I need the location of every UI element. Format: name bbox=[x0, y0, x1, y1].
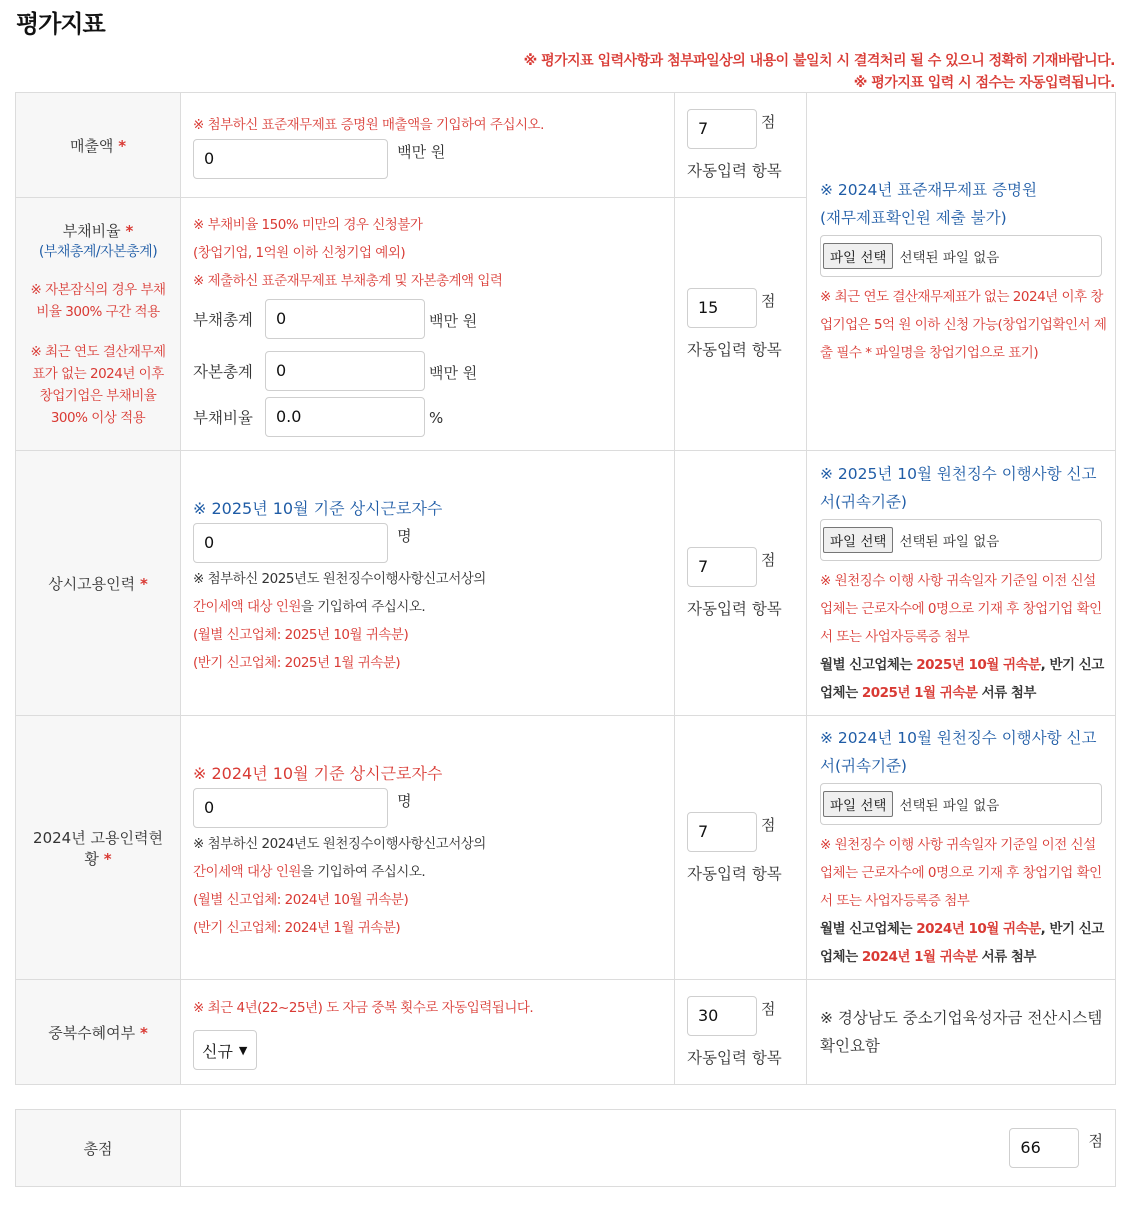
row-employment-2025 bbox=[16, 451, 1116, 716]
debt-note-3: ※ 제출하신 표준재무제표 부채총계 및 자본총계액 입력 bbox=[193, 273, 503, 289]
debt-side-note-1: ※ 자본잠식의 경우 부채비율 300% 구간 적용 bbox=[30, 281, 166, 320]
liabilities-unit: 백만 원 bbox=[429, 311, 478, 330]
file-status: 선택된 파일 없음 bbox=[899, 798, 1000, 814]
finance-file-cell bbox=[807, 93, 1116, 451]
emp2024-note-d: (반기 신고업체: 2024년 1월 귀속분) bbox=[193, 919, 401, 936]
page-title: 평가지표 bbox=[16, 10, 105, 38]
debt-content bbox=[181, 198, 675, 451]
dup-select-value: 신규 bbox=[202, 1041, 233, 1061]
emp2024-label: 2024년 고용인력현황 bbox=[33, 828, 163, 868]
emp2025-content bbox=[181, 451, 675, 716]
debt-sub-label: (부채총계/자본총계) bbox=[38, 243, 158, 260]
finance-file-subtitle: (재무제표확인원 제출 불가) bbox=[820, 209, 1007, 227]
emp2024-score-cell bbox=[675, 716, 807, 980]
total-score-input[interactable]: 66 bbox=[1009, 1128, 1079, 1168]
point-unit: 점 bbox=[761, 113, 776, 131]
file-select-button[interactable]: 파일 선택 bbox=[823, 243, 893, 269]
ratio-row bbox=[193, 397, 674, 437]
emp2025-score-input[interactable]: 7 bbox=[687, 547, 757, 587]
attach-text: 서류 첨부 bbox=[977, 684, 1036, 701]
sales-label: 매출액 bbox=[69, 136, 114, 155]
row-total bbox=[16, 1110, 1116, 1187]
emp2024-note-b-rest: 을 기입하여 주십시오. bbox=[300, 863, 426, 880]
file-status: 선택된 파일 없음 bbox=[899, 250, 1000, 266]
emp2025-file-cell bbox=[807, 451, 1116, 716]
debt-label: 부채비율 bbox=[62, 221, 121, 240]
debt-note-2: (창업기업, 1억원 이하 신청기업 예외) bbox=[193, 245, 406, 261]
ratio-label: 부채비율 bbox=[193, 409, 253, 427]
emp2024-file-note: ※ 원천징수 이행 사항 귀속일자 기준일 이전 신설업체는 근로자수에 0명으로 기재 후 창업기업 확인서 또는 사업자등록증 첨부 bbox=[820, 837, 1102, 909]
liabilities-row bbox=[193, 299, 674, 339]
file-select-button[interactable]: 파일 선택 bbox=[823, 527, 893, 553]
dup-right-cell bbox=[807, 980, 1116, 1085]
debt-side-note-2: ※ 최근 연도 결산재무제표가 없는 2024년 이후 창업기업은 부채비율 300% 이상 적용 bbox=[30, 343, 166, 426]
total-label: 총점 bbox=[16, 1110, 181, 1187]
dup-select[interactable] bbox=[193, 1030, 257, 1070]
file-select-button[interactable]: 파일 선택 bbox=[823, 791, 893, 817]
emp2025-file-input[interactable] bbox=[820, 519, 1102, 561]
attach-halfyear: 2024년 1월 귀속분 bbox=[861, 949, 978, 965]
total-value-cell bbox=[181, 1110, 1116, 1187]
sales-note: ※ 첨부하신 표준재무제표 증명원 매출액을 기입하여 주십시오. bbox=[193, 117, 544, 133]
emp2025-file-title: ※ 2025년 10월 원천징수 이행사항 신고서(귀속기준) bbox=[820, 464, 1097, 511]
dup-label-cell bbox=[16, 980, 181, 1085]
emp2024-file-attach bbox=[820, 915, 1107, 971]
emp2025-heading: ※ 2025년 10월 기준 상시근로자수 bbox=[193, 499, 443, 518]
emp2024-label-cell bbox=[16, 716, 181, 980]
point-unit: 점 bbox=[761, 551, 776, 569]
row-employment-2024 bbox=[16, 716, 1116, 980]
capital-input[interactable]: 0 bbox=[265, 351, 425, 391]
emp2025-score-cell bbox=[675, 451, 807, 716]
ratio-unit: % bbox=[429, 409, 444, 427]
emp2025-note-b-rest: 을 기입하여 주십시오. bbox=[300, 599, 426, 615]
required-mark: * bbox=[103, 849, 112, 868]
sales-score-cell bbox=[675, 93, 807, 198]
capital-unit: 백만 원 bbox=[429, 363, 478, 382]
attach-text: 월별 신고업체는 bbox=[820, 656, 917, 673]
emp2025-file-attach bbox=[820, 651, 1107, 707]
capital-label: 자본총계 bbox=[193, 363, 253, 381]
ratio-input[interactable]: 0.0 bbox=[265, 397, 425, 437]
dup-label: 중복수혜여부 bbox=[48, 1023, 136, 1042]
dup-score-cell bbox=[675, 980, 807, 1085]
sales-score-input[interactable]: 7 bbox=[687, 109, 757, 149]
debt-score-cell bbox=[675, 198, 807, 451]
emp2025-note-b bbox=[193, 593, 674, 621]
point-unit: 점 bbox=[761, 292, 776, 310]
notice-auto-score: ※ 평가지표 입력 시 점수는 자동입력됩니다. bbox=[853, 75, 1115, 91]
emp2024-content bbox=[181, 716, 675, 980]
required-mark: * bbox=[118, 136, 127, 155]
notice-mismatch: ※ 평가지표 입력사항과 첨부파일상의 내용이 불일치 시 결격처리 될 수 있으니 정확히 기재바랍니다. bbox=[523, 53, 1115, 69]
attach-text: , 반기 신고업체는 bbox=[820, 656, 1104, 701]
emp2024-note-c: (월별 신고업체: 2024년 10월 귀속분) bbox=[193, 891, 409, 908]
required-mark: * bbox=[139, 574, 148, 593]
emp2025-note-a: ※ 첨부하신 2025년도 원천징수이행사항신고서상의 bbox=[193, 571, 486, 587]
emp2024-input[interactable]: 0 bbox=[193, 788, 388, 828]
emp2025-note-c: (월별 신고업체: 2025년 10월 귀속분) bbox=[193, 627, 409, 643]
debt-label-cell bbox=[16, 198, 181, 451]
dup-note: ※ 최근 4년(22~25년) 도 자금 중복 횟수로 자동입력됩니다. bbox=[193, 1000, 534, 1016]
attach-text: 월별 신고업체는 bbox=[820, 921, 917, 937]
emp2025-label: 상시고용인력 bbox=[48, 574, 136, 593]
point-unit: 점 bbox=[761, 1000, 776, 1018]
point-unit: 점 bbox=[1088, 1132, 1103, 1150]
point-unit: 점 bbox=[761, 815, 776, 834]
required-mark: * bbox=[125, 221, 134, 240]
auto-input-label: 자동입력 항목 bbox=[687, 600, 782, 618]
attach-monthly: 2024년 10월 귀속분 bbox=[916, 921, 1041, 937]
sales-content bbox=[181, 93, 675, 198]
emp2025-label-cell bbox=[16, 451, 181, 716]
emp2024-file-cell bbox=[807, 716, 1116, 980]
debt-score-input[interactable]: 15 bbox=[687, 288, 757, 328]
emp2024-note-a: ※ 첨부하신 2024년도 원천징수이행사항신고서상의 bbox=[193, 835, 486, 852]
emp2024-file-input[interactable] bbox=[820, 783, 1102, 825]
file-status: 선택된 파일 없음 bbox=[899, 533, 1000, 550]
row-duplicate bbox=[16, 980, 1116, 1085]
attach-halfyear: 2025년 1월 귀속분 bbox=[861, 684, 978, 701]
finance-file-title: ※ 2024년 표준재무제표 증명원 bbox=[820, 181, 1037, 199]
attach-text: 서류 첨부 bbox=[977, 949, 1036, 965]
emp2024-heading: ※ 2024년 10월 기준 상시근로자수 bbox=[193, 763, 443, 783]
auto-input-label: 자동입력 항목 bbox=[687, 864, 782, 883]
dup-right-note: ※ 경상남도 중소기업육성자금 전산시스템 확인요함 bbox=[820, 1009, 1103, 1055]
auto-input-label: 자동입력 항목 bbox=[687, 162, 782, 180]
emp2025-file-note: ※ 원천징수 이행 사항 귀속일자 기준일 이전 신설업체는 근로자수에 0명으로 기재 후 창업기업 확인서 또는 사업자등록증 첨부 bbox=[820, 572, 1102, 645]
row-sales bbox=[16, 93, 1116, 198]
emp2024-file-title: ※ 2024년 10월 원천징수 이행사항 신고서(귀속기준) bbox=[820, 729, 1097, 775]
auto-input-label: 자동입력 항목 bbox=[687, 1049, 782, 1067]
finance-file-input[interactable] bbox=[820, 235, 1102, 277]
sales-unit: 백만 원 bbox=[397, 143, 446, 161]
emp2024-score-input[interactable]: 7 bbox=[687, 812, 757, 852]
emp2025-note-d: (반기 신고업체: 2025년 1월 귀속분) bbox=[193, 655, 401, 671]
emp2024-note-b-red: 간이세액 대상 인원 bbox=[193, 863, 301, 880]
capital-row bbox=[193, 351, 674, 391]
chevron-down-icon: ▼ bbox=[238, 1043, 248, 1057]
total-table bbox=[15, 1109, 1116, 1187]
person-unit: 명 bbox=[397, 791, 412, 810]
sales-label-cell bbox=[16, 93, 181, 198]
auto-input-label: 자동입력 항목 bbox=[687, 341, 782, 359]
debt-note-1: ※ 부채비율 150% 미만의 경우 신청불가 bbox=[193, 217, 423, 233]
attach-monthly: 2025년 10월 귀속분 bbox=[916, 656, 1041, 673]
emp2025-input[interactable]: 0 bbox=[193, 523, 388, 563]
emp2024-note-b bbox=[193, 858, 674, 886]
attach-text: , 반기 신고업체는 bbox=[820, 921, 1104, 965]
sales-input[interactable]: 0 bbox=[193, 139, 388, 179]
dup-score-input[interactable]: 30 bbox=[687, 996, 757, 1036]
liabilities-label: 부채총계 bbox=[193, 311, 253, 329]
liabilities-input[interactable]: 0 bbox=[265, 299, 425, 339]
evaluation-table bbox=[15, 92, 1116, 1085]
dup-content bbox=[181, 980, 675, 1085]
required-mark: * bbox=[139, 1023, 148, 1042]
emp2025-note-b-red: 간이세액 대상 인원 bbox=[193, 599, 301, 615]
person-unit: 명 bbox=[397, 527, 412, 545]
finance-file-note: ※ 최근 연도 결산재무제표가 없는 2024년 이후 창업기업은 5억 원 이하 신청 가능(창업기업확인서 제출 필수 * 파일명을 창업기업으로 표기) bbox=[820, 289, 1107, 361]
